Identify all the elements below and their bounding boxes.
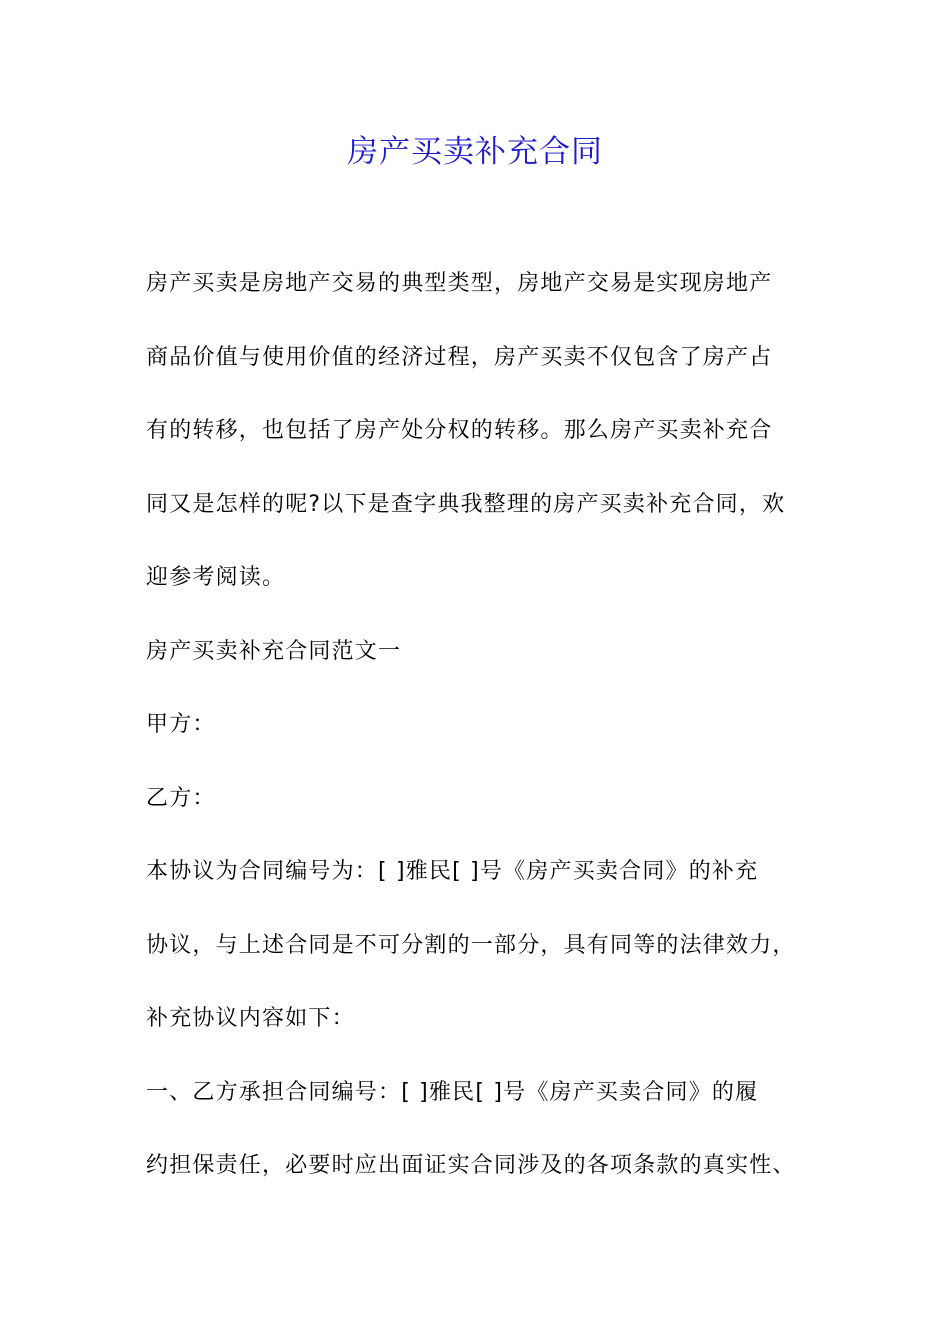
document-title: 房产买卖补充合同	[347, 134, 603, 170]
agreement-line: 协议，与上述合同是不可分割的一部分，具有同等的法律效力，	[146, 932, 796, 958]
intro-paragraph	[146, 247, 810, 615]
clause-line: 约担保责任，必要时应出面证实合同涉及的各项条款的真实性、	[146, 1153, 796, 1178]
agreement-paragraph	[146, 835, 810, 1056]
intro-line: 同又是怎样的呢?以下是查字典我整理的房产买卖补充合同，欢	[146, 491, 786, 517]
intro-line: 房产买卖是房地产交易的典型类型，房地产交易是实现房地产	[146, 271, 773, 296]
agreement-line: 补充协议内容如下：	[146, 1006, 355, 1031]
clause-line: 一、乙方承担合同编号：[ ]雅民[ ]号《房产买卖合同》的履	[146, 1079, 759, 1105]
document-body	[146, 247, 810, 1203]
section-heading: 房产买卖补充合同范文一	[146, 638, 402, 664]
intro-line: 商品价值与使用价值的经济过程，房产买卖不仅包含了房产占	[146, 344, 773, 370]
agreement-line: 本协议为合同编号为：[ ]雅民[ ]号《房产买卖合同》的补充	[146, 859, 759, 884]
party-a-label: 甲方：	[146, 712, 216, 737]
party-b-label: 乙方：	[146, 785, 216, 811]
intro-line: 迎参考阅读。	[146, 565, 286, 590]
intro-line: 有的转移，也包括了房产处分权的转移。那么房产买卖补充合	[146, 418, 773, 443]
clause-1-paragraph	[146, 1056, 810, 1203]
